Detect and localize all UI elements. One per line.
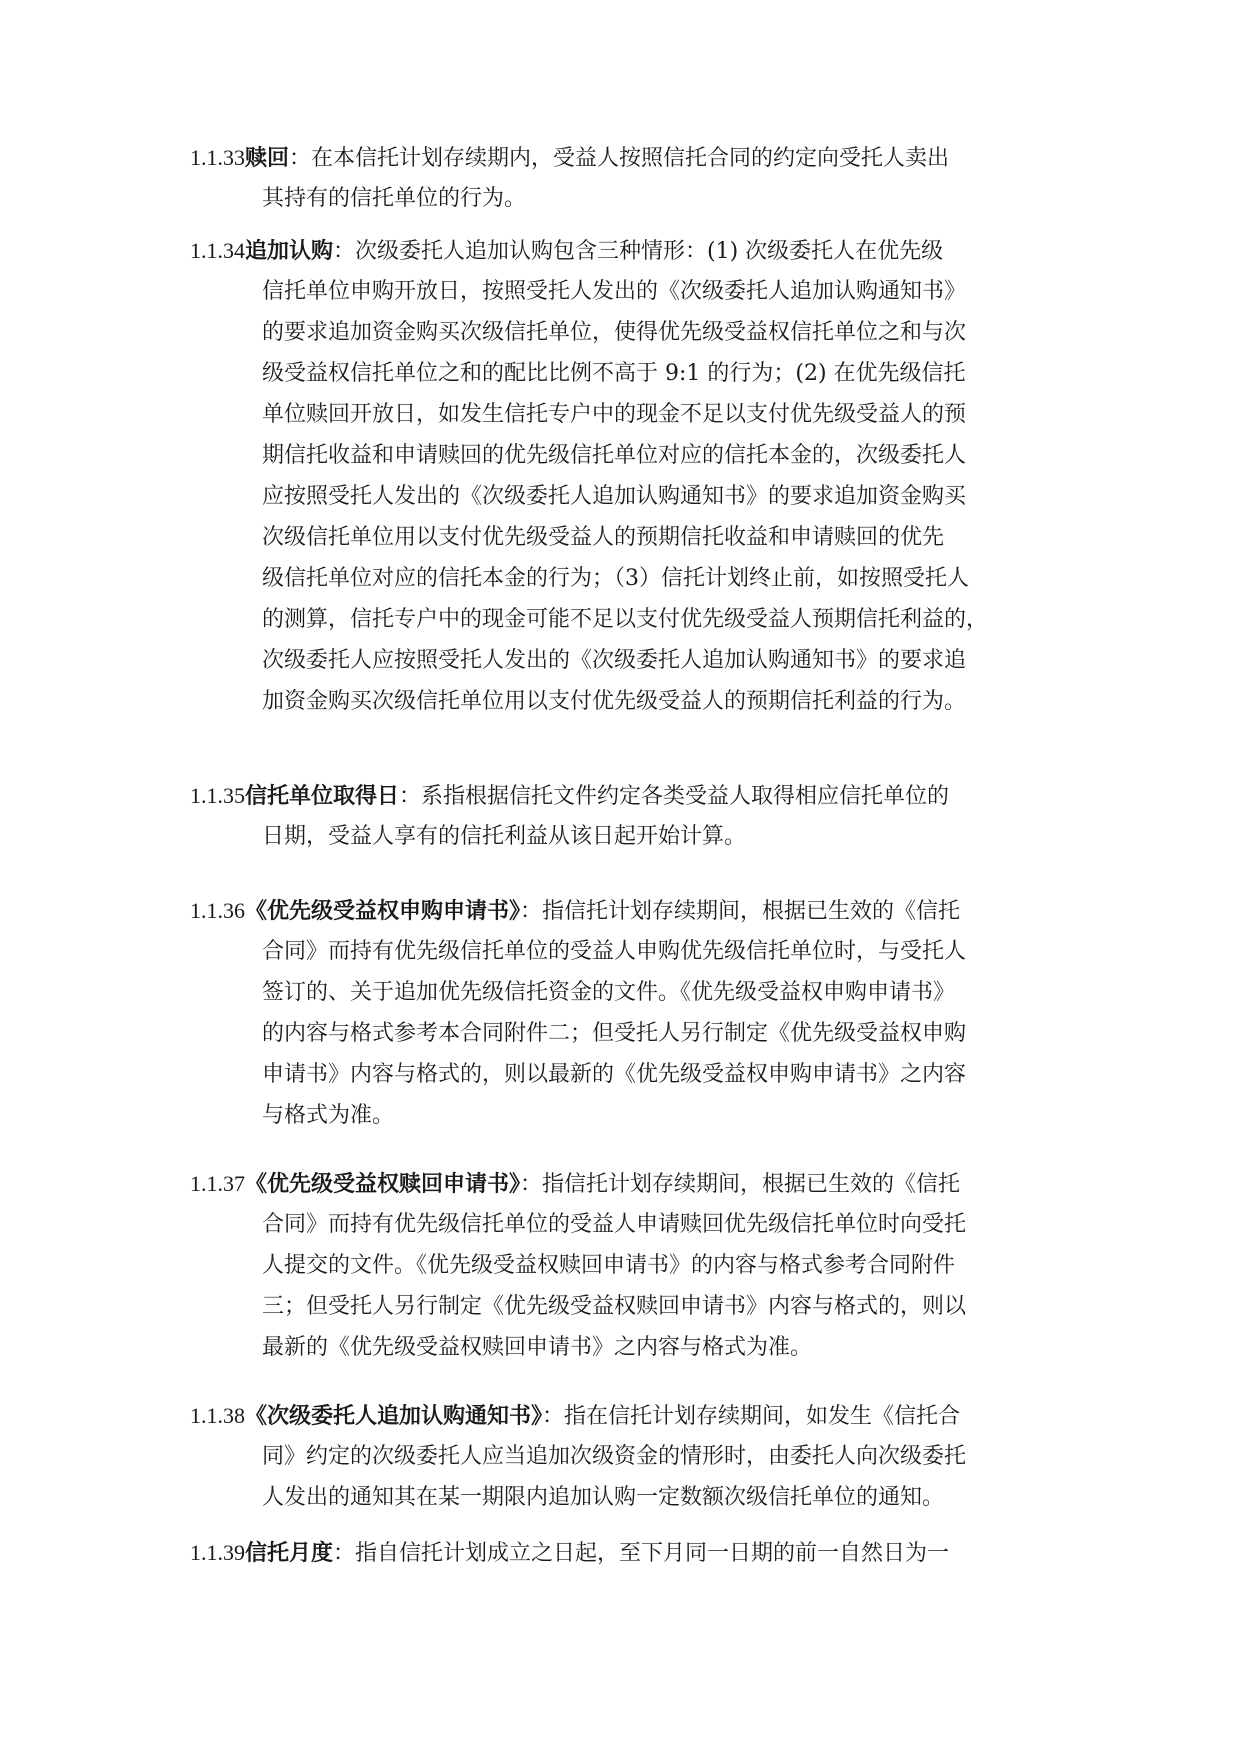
clause-first-line: [190, 775, 1060, 816]
clause-text-line: 次级信托单位用以支付优先级受益人的预期信托收益和申请赎回的优先: [262, 525, 945, 550]
clause-text-line: 合同》而持有优先级信托单位的受益人申购优先级信托单位时，与受托人: [262, 939, 967, 964]
clause-term: 赎回: [245, 145, 290, 171]
clause-text-line: 信托单位申购开放日，按照受托人发出的《次级委托人追加认购通知书》: [262, 279, 967, 304]
clause-text: ：指信托计划存续期间，根据已生效的《信托: [520, 899, 961, 924]
clause-text-line: 加资金购买次级信托单位用以支付优先级受益人的预期信托利益的行为。: [262, 689, 967, 714]
clause-text: ：次级委托人追加认购包含三种情形：(1) 次级委托人在优先级: [333, 239, 944, 264]
clause-first-line: [190, 1532, 1060, 1573]
clause-1-1-36: [190, 890, 1060, 1136]
clause-text: ：在本信托计划存续期内，受益人按照信托合同的约定向受托人卖出: [289, 146, 950, 171]
clause-term: 《优先级受益权申购申请书》: [245, 898, 521, 924]
clause-text-line: 期信托收益和申请赎回的优先级信托单位对应的信托本金的，次级委托人: [262, 443, 967, 468]
clause-first-line: [190, 1163, 1060, 1204]
clause-text-line: 的测算，信托专户中的现金可能不足以支付优先级受益人预期信托利益的，: [262, 607, 989, 632]
clause-1-1-37: [190, 1163, 1060, 1368]
clause-1-1-39: [190, 1532, 1060, 1573]
clause-text-line: 级信托单位对应的信托本金的行为；（3）信托计划终止前，如按照受托人: [262, 566, 969, 591]
clause-text-line: 的内容与格式参考本合同附件二；但受托人另行制定《优先级受益权申购: [262, 1021, 967, 1046]
clause-text-line: 的要求追加资金购买次级信托单位，使得优先级受益权信托单位之和与次: [262, 320, 967, 345]
clause-text-line: 申请书》内容与格式的，则以最新的《优先级受益权申购申请书》之内容: [262, 1062, 967, 1087]
clause-text-line: 最新的《优先级受益权赎回申请书》之内容与格式为准。: [262, 1335, 813, 1360]
clause-term: 信托单位取得日: [245, 783, 400, 809]
clause-number: 1.1.38: [190, 1403, 245, 1428]
clause-text-line: 同》约定的次级委托人应当追加次级资金的情形时，由委托人向次级委托: [262, 1444, 967, 1469]
clause-text: ：指自信托计划成立之日起，至下月同一日期的前一自然日为一: [333, 1541, 950, 1566]
clause-text: ：指在信托计划存续期间，如发生《信托合: [542, 1404, 961, 1429]
clause-number: 1.1.36: [190, 898, 245, 923]
clause-term: 《优先级受益权赎回申请书》: [245, 1171, 521, 1197]
clause-first-line: [190, 137, 1060, 178]
clause-1-1-34: [190, 230, 1060, 722]
clause-term: 信托月度: [245, 1540, 334, 1566]
clause-term: 追加认购: [245, 238, 334, 264]
clause-text-line: 单位赎回开放日，如发生信托专户中的现金不足以支付优先级受益人的预: [262, 402, 967, 427]
clause-first-line: [190, 1395, 1060, 1436]
clause-number: 1.1.34: [190, 238, 245, 263]
clause-number: 1.1.39: [190, 1540, 245, 1565]
clause-text-line: 次级委托人应按照受托人发出的《次级委托人追加认购通知书》的要求追: [262, 648, 967, 673]
clause-text-line: 合同》而持有优先级信托单位的受益人申请赎回优先级信托单位时向受托: [262, 1212, 967, 1237]
clause-text-line: 级受益权信托单位之和的配比比例不高于 9:1 的行为；(2) 在优先级信托: [262, 361, 966, 386]
clause-1-1-38: [190, 1395, 1060, 1518]
clause-text: ：系指根据信托文件约定各类受益人取得相应信托单位的: [399, 784, 950, 809]
clause-first-line: [190, 230, 1060, 271]
clause-text-line: 其持有的信托单位的行为。: [262, 186, 527, 211]
clause-1-1-35: [190, 775, 1060, 857]
clause-text: ：指信托计划存续期间，根据已生效的《信托: [520, 1172, 961, 1197]
clause-text-line: 签订的、关于追加优先级信托资金的文件。《优先级受益权申购申请书》: [262, 980, 956, 1005]
clause-text-line: 日期，受益人享有的信托利益从该日起开始计算。: [262, 824, 747, 849]
clause-text-line: 三；但受托人另行制定《优先级受益权赎回申请书》内容与格式的，则以: [262, 1294, 967, 1319]
clause-1-1-33: [190, 137, 1060, 219]
clause-term: 《次级委托人追加认购通知书》: [245, 1403, 543, 1429]
clause-number: 1.1.33: [190, 145, 245, 170]
clause-first-line: [190, 890, 1060, 931]
clause-text-line: 与格式为准。: [262, 1103, 395, 1128]
clause-text-line: 人发出的通知其在某一期限内追加认购一定数额次级信托单位的通知。: [262, 1485, 945, 1510]
clause-number: 1.1.37: [190, 1171, 245, 1196]
clause-text-line: 人提交的文件。《优先级受益权赎回申请书》的内容与格式参考合同附件: [262, 1253, 956, 1278]
clause-text-line: 应按照受托人发出的《次级委托人追加认购通知书》的要求追加资金购买: [262, 484, 967, 509]
clause-number: 1.1.35: [190, 783, 245, 808]
